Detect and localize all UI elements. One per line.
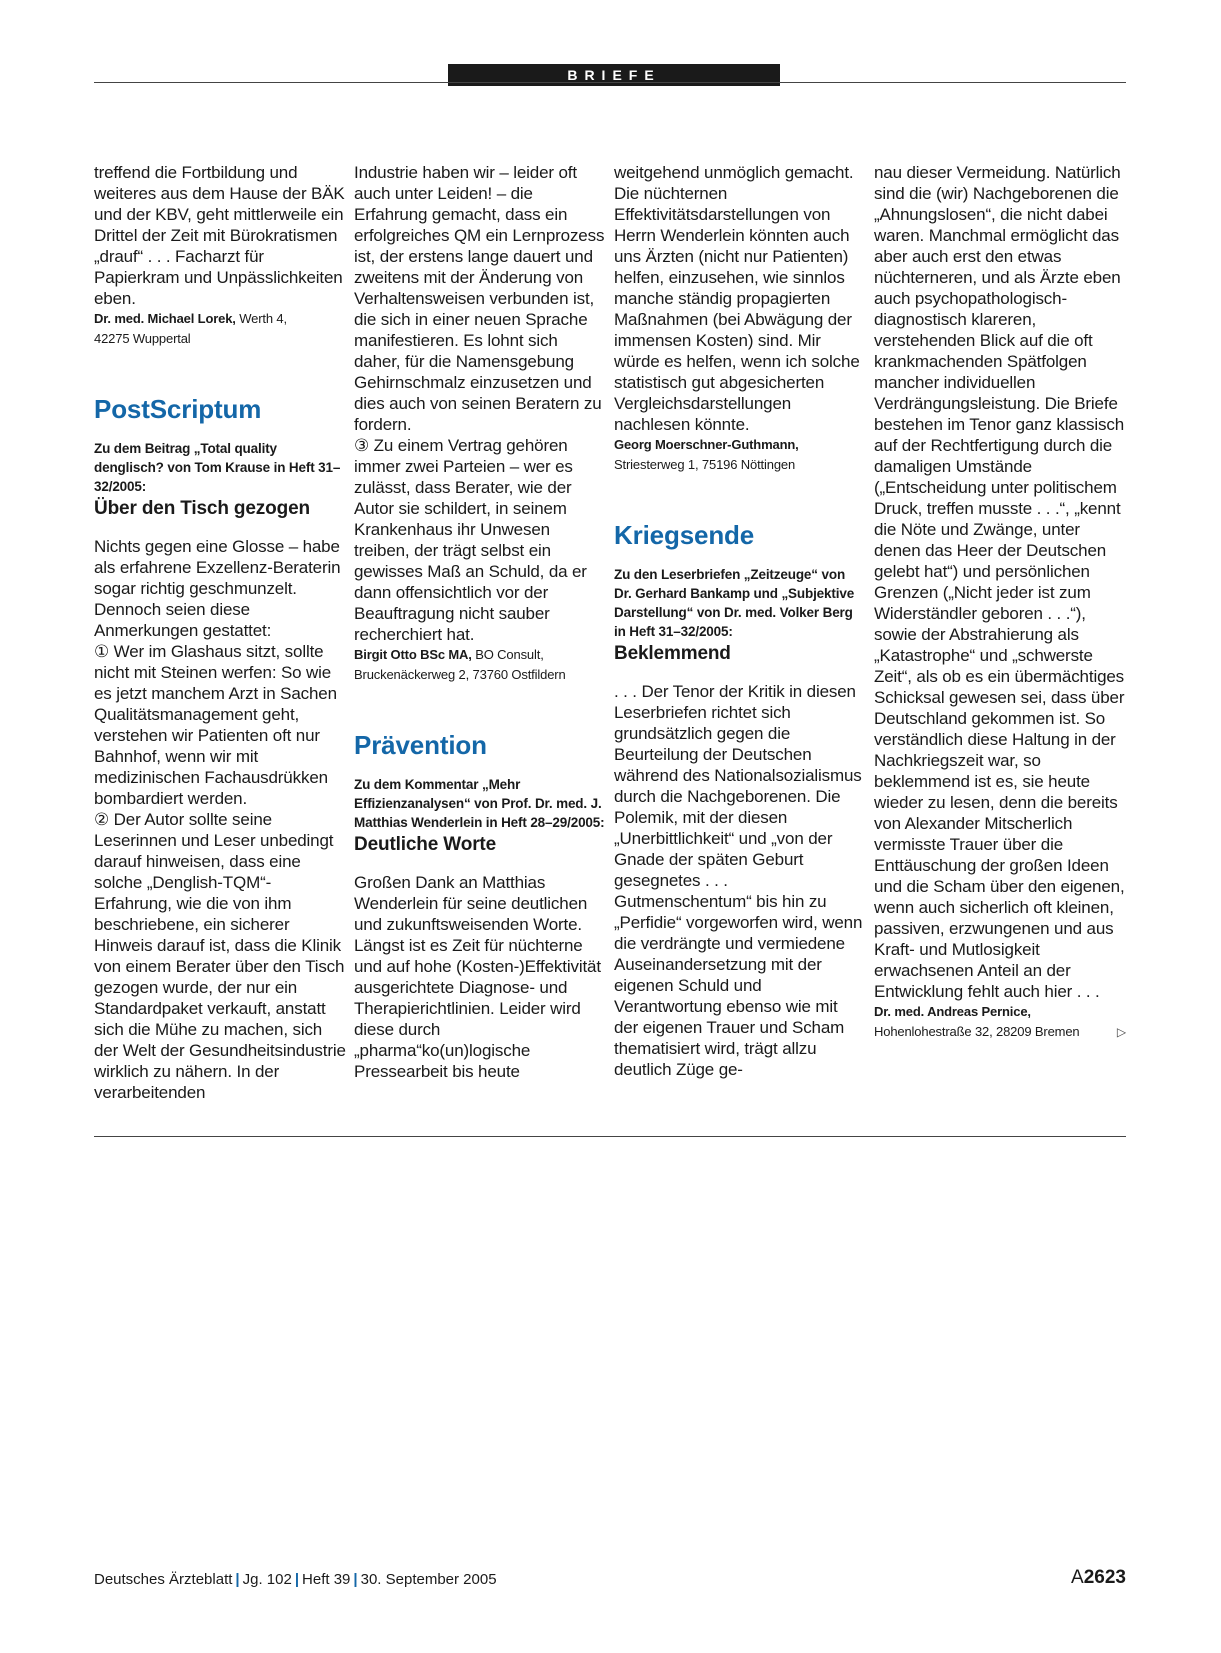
letter-point: ② Der Autor sollte seine Leserinnen und Leser unbedingt darauf hinweisen, dass eine solche „Denglish-TQM“-Erfahrung, wie die von ihm beschriebene, ein sicherer Hinweis darauf ist, dass die Klinik von einem Berater über den Tisch gezogen wurde, der nur ein Standardpaket verkauft, anstatt sich die Mühe zu machen, sich der Welt der Gesundheitsindustrie wirklich zu nähern. In der verarbeitenden bbox=[94, 810, 346, 1102]
footer-separator: | bbox=[353, 1571, 358, 1588]
article-reference: Zu dem Beitrag „Total quality denglisch? von Tom Krause in Heft 31–32/2005: bbox=[94, 441, 341, 494]
signature-address-line: Striesterweg 1, 75196 Nöttingen bbox=[614, 457, 796, 472]
page-footer bbox=[94, 1568, 1126, 1592]
column-1 bbox=[94, 162, 346, 1103]
letter-point: ① Wer im Glashaus sitzt, sollte nicht mit Steinen werfen: So wie es jetzt manchem Arzt in Sachen Qualitätsmanagement geht, verstehen wir Patienten oft nur Bahnhof, wenn wir mit medizinischen Fachausdrükken bombardiert werden. bbox=[94, 642, 337, 808]
column-2 bbox=[354, 162, 606, 1082]
signature-name bbox=[354, 645, 606, 665]
section-title: Prävention bbox=[354, 730, 487, 760]
journal-name: Deutsches Ärzteblatt bbox=[94, 1571, 233, 1588]
section-title: PostScriptum bbox=[94, 394, 262, 424]
letter-text: Industrie haben wir – leider oft auch unter Leiden! – die Erfahrung gemacht, dass ein erfolgreiches QM ein Lernprozess ist, der erstens lange dauert und zweitens mit der Änderung von Verhaltensweisen verbunden ist, die sich in einer neuen Sprache manifestieren. Es lohnt sich daher, für die Namensgebung Gehirnschmalz einzusetzen und dies auch von seinen Beratern zu fordern. bbox=[354, 163, 605, 434]
column-4 bbox=[874, 162, 1126, 1042]
signature-address: Werth 4, bbox=[239, 311, 287, 326]
letter-text: . . . Der Tenor der Kritik in diesen Leserbriefen richtet sich grundsätzlich gegen die Beurteilung der Deutschen während des Nationalsozialismus durch die Nachgeborenen. Die Polemik, mit der diesen „Unerbittlichkeit“ und „von der Gnade der späten Geburt gesegnetes . . . Gutmenschentum“ bis hin zu „Perfidie“ vorgeworfen wird, wenn die verdrängte und vermiedene Auseinandersetzung mit der eigenen Schuld und Verantwortung ebenso wie mit der eigenen Trauer und Scham thematisiert wird, trägt allzu deutlich Züge ge- bbox=[614, 682, 863, 1079]
issue: Heft 39 bbox=[302, 1571, 351, 1588]
section-tab: BRIEFE bbox=[448, 64, 780, 86]
signature-name-text: Birgit Otto BSc MA, bbox=[354, 647, 472, 662]
letter-headline: Deutliche Worte bbox=[354, 834, 497, 855]
letter-text: Nichts gegen eine Glosse – habe als erfahrene Exzellenz-Beraterin sogar richtig geschmunzelt. Dennoch seien diese Anmerkungen gestattet: bbox=[94, 537, 341, 640]
letter-text: weitgehend unmöglich gemacht. Die nüchternen Effektivitätsdarstellungen von Herrn Wenderlein könnten auch uns Ärzten (nicht nur Patienten) helfen, einzusehen, wie sinnlos manche ständig propagierten Maßnahmen (bei Abwägung der immensen Kosten) sind. Mir würde es helfen, wenn ich solche statistisch gut abgesicherten Vergleichsdarstellungen nachlesen könnte. bbox=[614, 163, 860, 434]
page-number bbox=[1071, 1566, 1126, 1590]
header-rule bbox=[94, 82, 1126, 83]
page-number-value: 2623 bbox=[1083, 1567, 1126, 1588]
footer-separator: | bbox=[294, 1571, 300, 1588]
signature-address-text: Hohenlohestraße 32, 28209 Bremen bbox=[874, 1024, 1080, 1039]
article-reference: Zu den Leserbriefen „Zeitzeuge“ von Dr. Gerhard Bankamp und „Subjektive Darstellung“ von Dr. med. Volker Berg in Heft 31–32/2005: bbox=[614, 567, 855, 639]
letter-headline: Beklemmend bbox=[614, 643, 731, 664]
letter-text: Großen Dank an Matthias Wenderlein für seine deutlichen und zukunftsweisenden Worte. Längst ist es Zeit für nüchterne und auf hohe (Kosten-)Effektivität ausgerichtete Diagnose- und Therapierichtlinien. Leider wird diese durch „pharma“ko(un)logische Pressearbeit bis heute bbox=[354, 873, 601, 1081]
volume: Jg. 102 bbox=[242, 1571, 292, 1588]
signature-address: BO Consult, bbox=[475, 647, 544, 662]
content-bottom-rule bbox=[94, 1136, 1126, 1137]
signature-name: Dr. med. Andreas Pernice, bbox=[874, 1004, 1031, 1019]
letter-text: treffend die Fortbildung und weiteres aus dem Hause der BÄK und der KBV, geht mittlerweile ein Drittel der Zeit mit Bürokratismen „drauf“ . . . Facharzt für Papierkram und Unpässlichkeiten eben. bbox=[94, 163, 345, 308]
letter-headline: Über den Tisch gezogen bbox=[94, 498, 310, 519]
issue-date: 30. September 2005 bbox=[360, 1571, 497, 1588]
article-reference: Zu dem Kommentar „Mehr Effizienzanalysen“ von Prof. Dr. med. J. Matthias Wenderlein in Heft 28–29/2005: bbox=[354, 777, 605, 830]
signature-address-line bbox=[874, 1022, 1126, 1042]
signature-name-text: Dr. med. Michael Lorek, bbox=[94, 311, 236, 326]
continue-arrow-icon: ▷ bbox=[1116, 1025, 1126, 1039]
signature-address-line: 42275 Wuppertal bbox=[94, 331, 191, 346]
page-prefix: A bbox=[1071, 1567, 1084, 1588]
signature-address-line: Bruckenäckerweg 2, 73760 Ostfildern bbox=[354, 667, 566, 682]
letter-point: ③ Zu einem Vertrag gehören immer zwei Parteien – wer es zulässt, dass Berater, wie der Autor sie schildert, in seinem Krankenhaus ihr Unwesen treiben, der trägt selbst ein gewisses Maß an Schuld, da er dann offensichtlich vor der Beauftragung nicht sauber recherchiert hat. bbox=[354, 436, 587, 644]
signature-name: Georg Moerschner-Guthmann, bbox=[614, 437, 799, 452]
letter-text: nau dieser Vermeidung. Natürlich sind die (wir) Nachgeborenen die „Ahnungslosen“, die nicht dabei waren. Manchmal ermöglicht das aber auch erst den etwas nüchterneren, und als Ärzte eben auch psychopathologisch-diagnostisch klareren, verstehenden Blick auf die oft krankmachenden Spätfolgen mancher individuellen Verdrängungsleistung. Die Briefe bestehen im Tenor ganz klassisch auf der Rechtfertigung durch die damaligen Umstände („Entscheidung unter politischem Druck, treffen musste . . .“, „kennt die Nöte und Zwänge, unter denen das Heer der Deutschen gelebt hat“) und persönlichen Grenzen („Nicht jeder ist zum Widerständler geboren . . .“), sowie der Abstrahierung als „Katastrophe“ und „schwerste Zeit“, als ob es ein übermächtiges Schicksal gewesen sei, dass über Deutschland gekommen ist. So verständlich diese Haltung in der Nachkriegszeit war, so beklemmend ist es, sie heute wieder zu lesen, denn die bereits von Alexander Mitscherlich vermisste Trauer über die Enttäuschung der großen Ideen und die Scham über den eigenen, wenn auch sicherlich oft kleinen, passiven, erzwungenen und aus Kraft- und Mutlosigkeit erwachsenen Anteil an der Entwicklung fehlt auch hier . . . bbox=[874, 163, 1125, 1001]
column-3 bbox=[614, 162, 866, 1080]
footer-separator: | bbox=[235, 1571, 240, 1588]
section-title: Kriegsende bbox=[614, 520, 755, 550]
signature-name bbox=[94, 309, 346, 329]
